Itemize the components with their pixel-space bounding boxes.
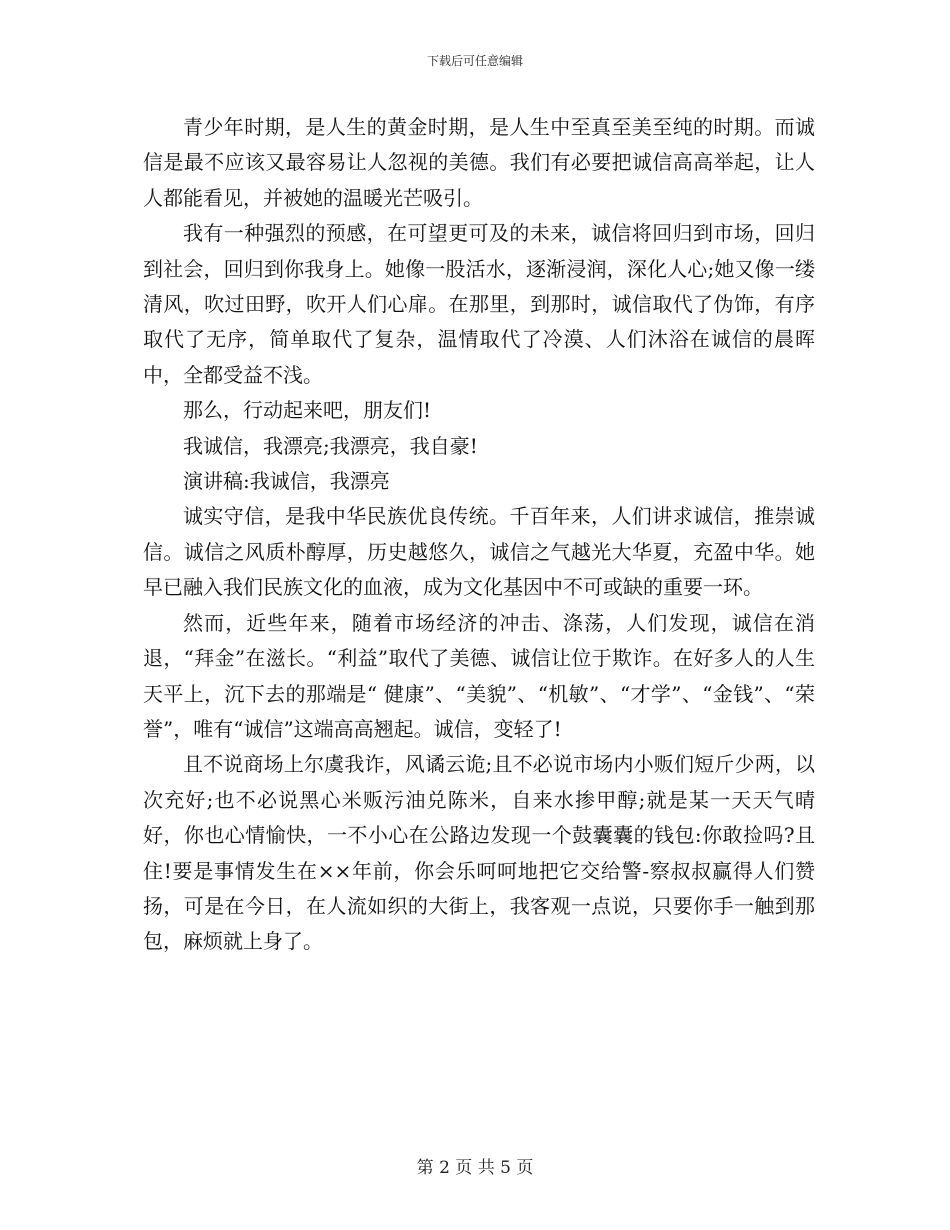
- paragraph: 我有一种强烈的预感，在可望更可及的未来，诚信将回归到市场，回归到社会，回归到你我身上。她像一股活水，逐渐浸润，深化人心;她又像一缕清风，吹过田野，吹开人们心扉。在那里，到那时，诚信取代了伪饰，有序取代了无序，简单取代了复杂，温情取代了冷漠、人们沐浴在诚信的晨晖中，全都受益不浅。: [143, 221, 815, 387]
- paragraph: 那么，行动起来吧，朋友们!: [183, 398, 432, 423]
- paragraph: 诚实守信，是我中华民族优良传统。千百年来，人们讲求诚信，推崇诚信。诚信之风质朴醇厚，历史越悠久，诚信之气越光大华夏，充盈中华。她早已融入我们民族文化的血液，成为文化基因中不可或缺的重要一环。: [143, 504, 815, 600]
- paragraph: 青少年时期，是人生的黄金时期，是人生中至真至美至纯的时期。而诚信是最不应该又最容易让人忽视的美德。我们有必要把诚信高高举起，让人人都能看见，并被她的温暖光芒吸引。: [143, 115, 815, 210]
- section-title: 演讲稿:我诚信，我漂亮: [183, 469, 390, 494]
- document-body: [143, 110, 815, 960]
- page-footer: 第 2 页 共 5 页: [416, 1158, 534, 1178]
- page-header: 下载后可任意编辑: [426, 54, 523, 68]
- paragraph: 且不说商场上尔虞我诈，风谲云诡;且不必说市场内小贩们短斤少两，以次充好;也不必说黑心米贩污油兑陈米，自来水掺甲醇;就是某一天天气晴好，你也心情愉快，一不小心在公路边发现一个鼓囊囊的钱包:你敢捡吗?且住!要是事情发生在××年前，你会乐呵呵地把它交给警-察叔叔赢得人们赞扬，可是在今日，在人流如织的大街上，我客观一点说，只要你手一触到那包，麻烦就上身了。: [143, 752, 815, 954]
- paragraph: 我诚信，我漂亮;我漂亮，我自豪!: [183, 433, 478, 458]
- paragraph: 然而，近些年来，随着市场经济的冲击、涤荡，人们发现，诚信在消退，“拜金”在滋长。“利益”取代了美德、诚信让位于欺诈。在好多人的人生天平上，沉下去的那端是“ 健康”、“美貌”、“机敏”、“才学”、“金钱”、“荣誉”，唯有“诚信”这端高高翘起。诚信，变轻了!: [143, 610, 815, 741]
